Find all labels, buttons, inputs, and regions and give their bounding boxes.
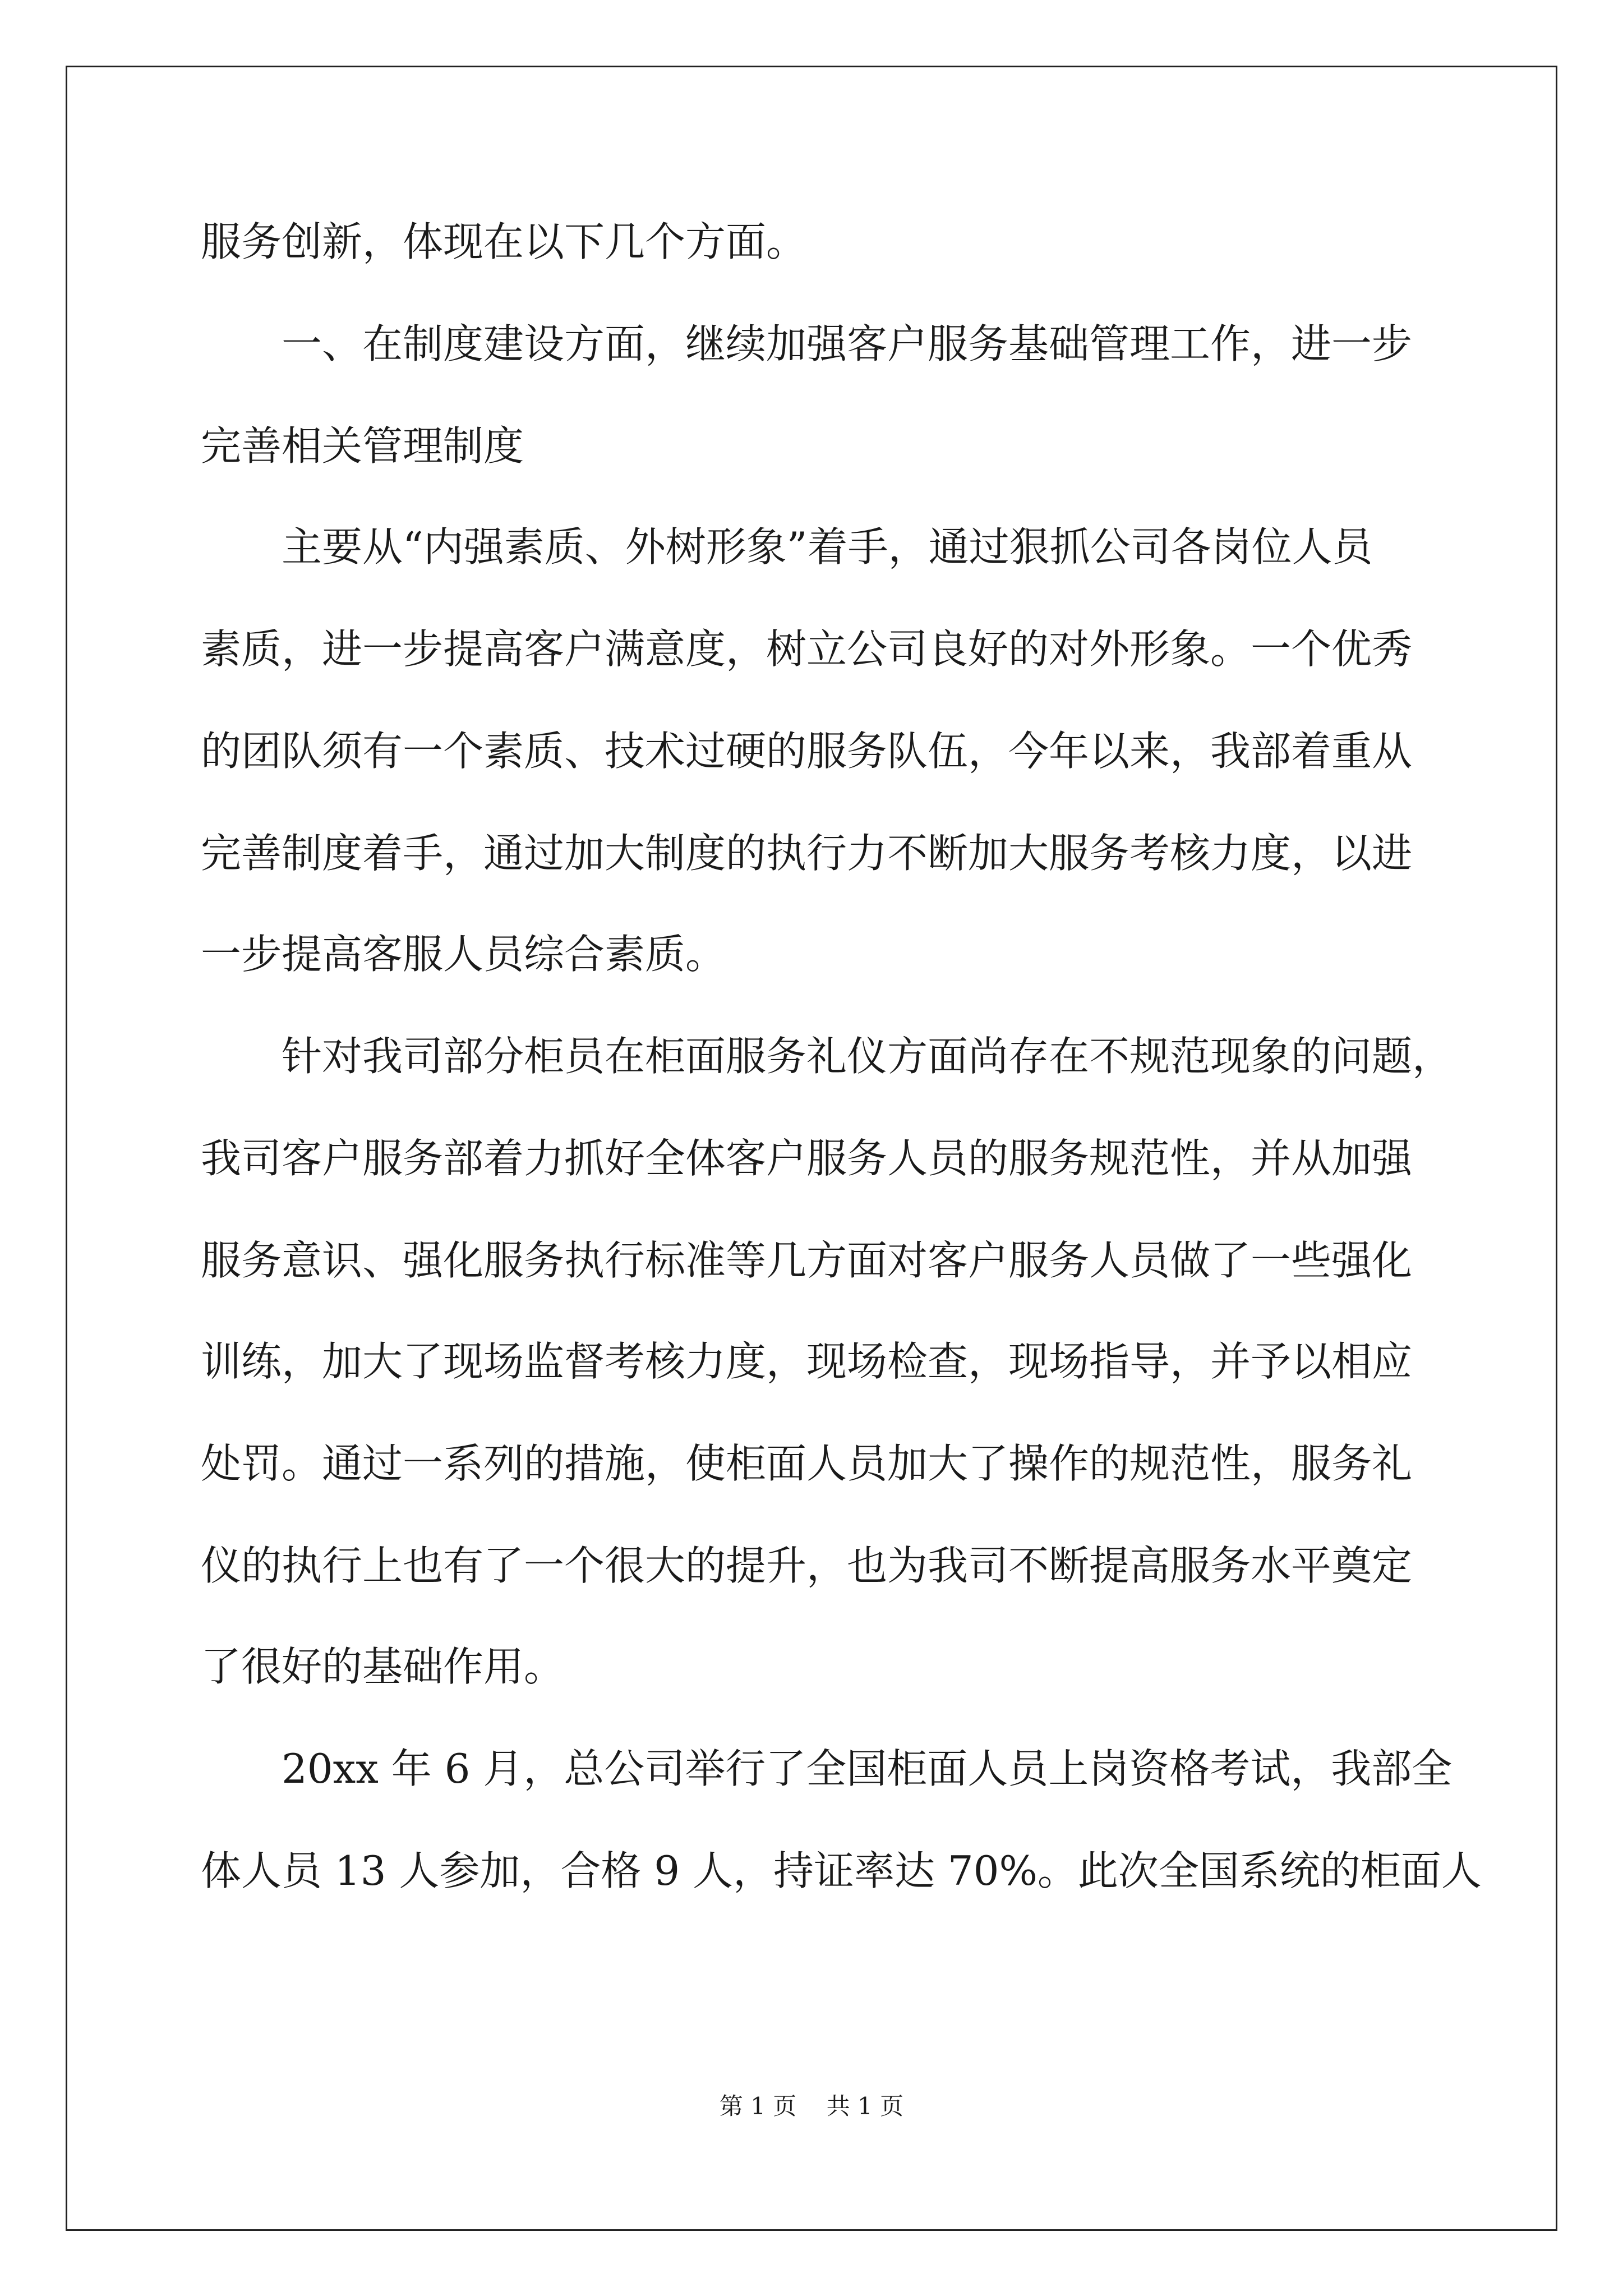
- text-line-17: 体人员 13 人参加，合格 9 人，持证率达 70%。此次全国系统的柜面人: [201, 1847, 1482, 1894]
- text-line-8: 一步提高客服人员综合素质。: [201, 931, 726, 978]
- text-line-15: 了很好的基础作用。: [201, 1643, 565, 1690]
- page-number-footer: 第 1 页 共 1 页: [719, 2092, 904, 2120]
- text-line-12: 训练，加大了现场监督考核力度，现场检查，现场指导，并予以相应: [201, 1338, 1413, 1385]
- text-line-16: 20xx 年 6 月，总公司举行了全国柜面人员上岗资格考试，我部全: [282, 1745, 1453, 1792]
- text-line-4: 主要从“内强素质、外树形象”着手，通过狠抓公司各岗位人员: [282, 523, 1373, 570]
- text-line-5: 素质，进一步提高客户满意度，树立公司良好的对外形象。一个优秀: [201, 625, 1413, 673]
- text-line-10: 我司客户服务部着力抓好全体客户服务人员的服务规范性，并从加强: [201, 1135, 1413, 1182]
- text-line-1: 服务创新，体现在以下几个方面。: [201, 218, 807, 265]
- text-line-14: 仪的执行上也有了一个很大的提升，也为我司不断提高服务水平奠定: [201, 1542, 1413, 1589]
- text-line-9: 针对我司部分柜员在柜面服务礼仪方面尚存在不规范现象的问题，: [282, 1033, 1453, 1080]
- text-line-6: 的团队须有一个素质、技术过硬的服务队伍，今年以来，我部着重从: [201, 728, 1413, 775]
- text-line-7: 完善制度着手，通过加大制度的执行力不断加大服务考核力度，以进: [201, 830, 1413, 877]
- text-line-11: 服务意识、强化服务执行标准等几方面对客户服务人员做了一些强化: [201, 1237, 1413, 1284]
- text-line-3: 完善相关管理制度: [201, 422, 524, 470]
- text-line-13: 处罚。通过一系列的措施，使柜面人员加大了操作的规范性，服务礼: [201, 1440, 1413, 1487]
- text-line-2: 一、在制度建设方面，继续加强客户服务基础管理工作，进一步: [282, 320, 1413, 367]
